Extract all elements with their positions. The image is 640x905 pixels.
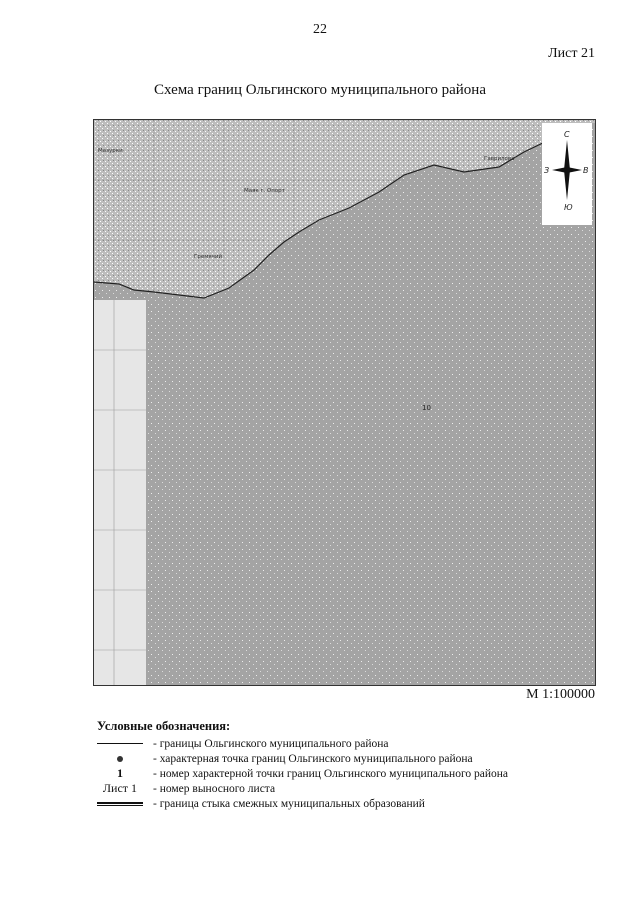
legend-item-point-number [97, 766, 617, 781]
legend-item-text: - номер выносного листа [153, 782, 276, 795]
legend [97, 719, 617, 811]
boundary-line-symbol [97, 743, 143, 744]
legend-item-boundary [97, 736, 617, 751]
sheet-label: Лист 21 [548, 46, 595, 61]
legend-item-point [97, 751, 617, 766]
place-label-gavrilova: Гаврилова [484, 156, 515, 162]
legend-title: Условные обозначения: [97, 719, 231, 733]
legend-item-text: - граница стыка смежных муниципальных образований [153, 797, 425, 810]
compass-south-label: Ю [564, 203, 573, 212]
place-label-gremyachiy: Гремячий [194, 254, 223, 260]
map-title: Схема границ Ольгинского муниципального района [154, 82, 486, 98]
point-number-symbol: 1 [117, 766, 123, 780]
legend-item-text: - характерная точка границ Ольгинского муниципального района [153, 752, 473, 765]
junction-line-symbol [97, 802, 143, 806]
place-label-mayak: Маяк г. Опорт [244, 188, 285, 194]
scale-label: М 1:100000 [526, 687, 595, 702]
boundary-point-label: 10 [422, 404, 431, 412]
map-frame [93, 119, 596, 686]
compass-north-label: С [564, 130, 570, 139]
legend-item-sheet [97, 781, 617, 796]
legend-item-text: - границы Ольгинского муниципального района [153, 737, 389, 750]
page-number: 22 [313, 22, 327, 37]
compass-west-label: З [544, 166, 550, 175]
point-dot-symbol [117, 756, 123, 762]
legend-item-junction [97, 796, 617, 811]
left-strip [94, 300, 146, 685]
compass-rose [542, 123, 592, 225]
map-canvas [94, 120, 595, 685]
sheet-number-symbol: Лист 1 [102, 781, 138, 795]
place-label-mazurki: Мазурки [98, 148, 123, 154]
compass-east-label: В [583, 166, 589, 175]
legend-item-text: - номер характерной точки границ Ольгинского муниципального района [153, 767, 509, 780]
